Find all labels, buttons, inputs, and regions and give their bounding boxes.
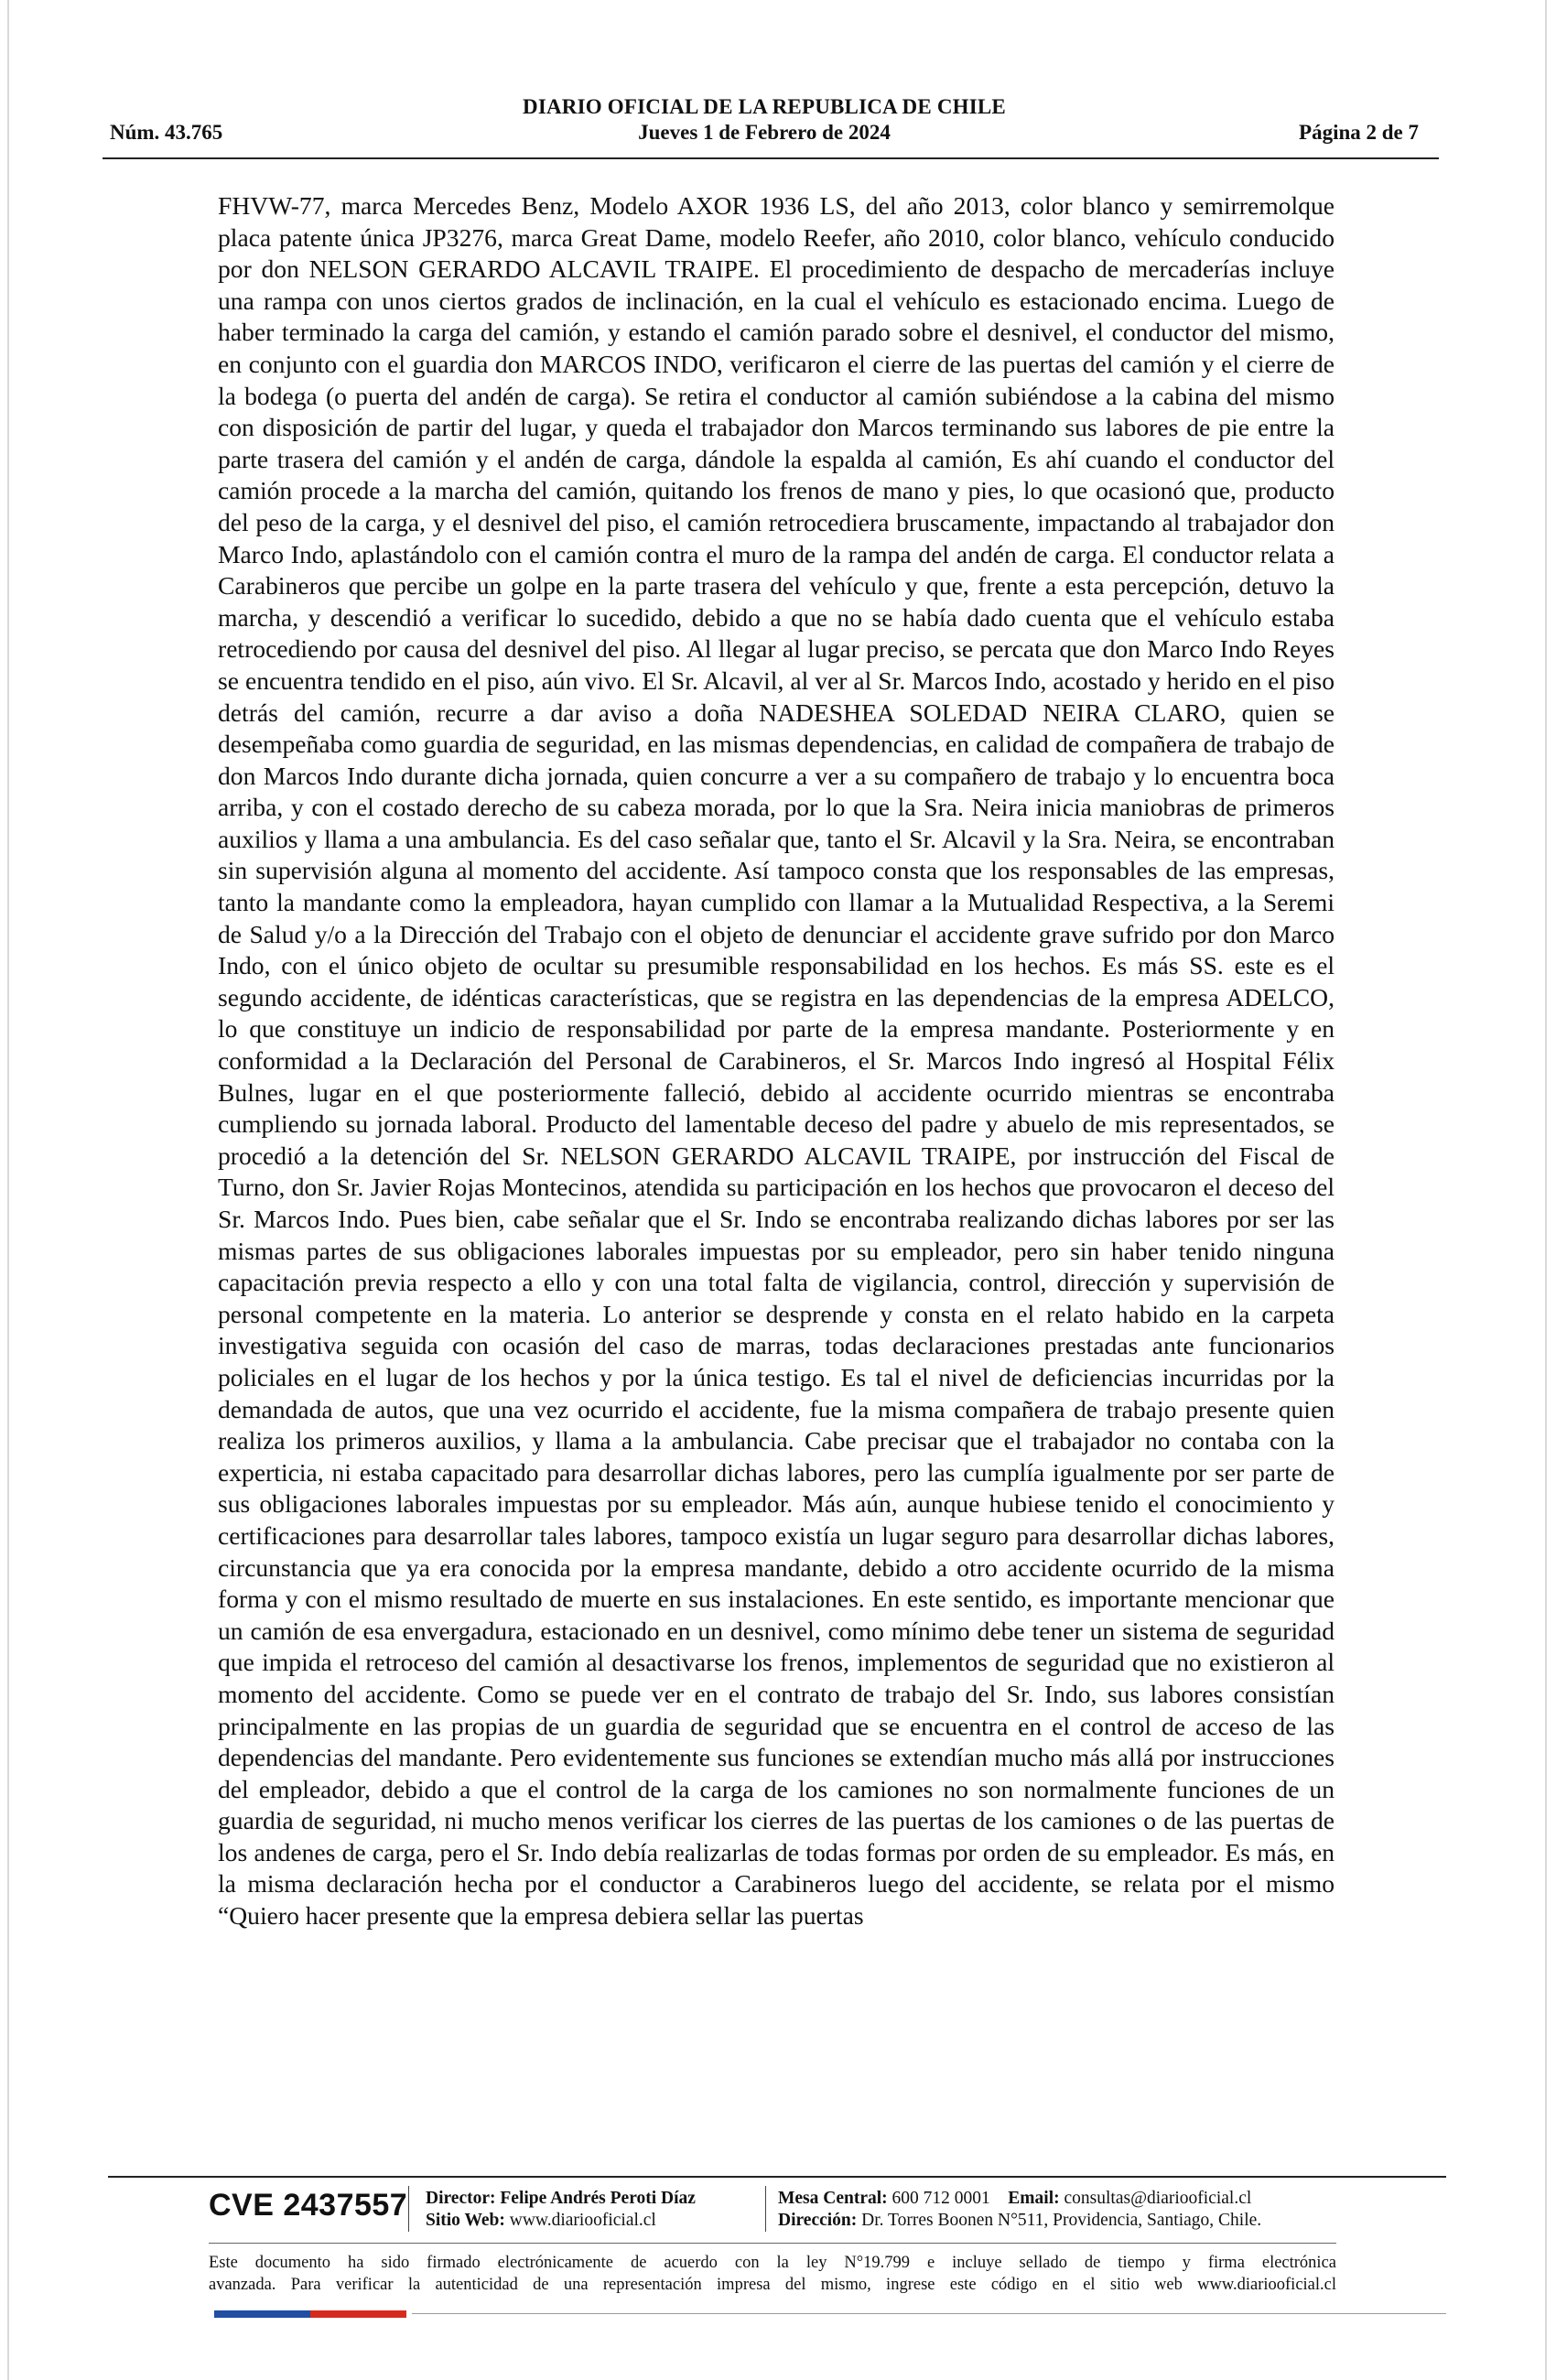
issue-number: Núm. 43.765 (110, 121, 223, 144)
mesa-phone: 600 712 0001 (891, 2189, 990, 2208)
website-link[interactable]: www.diariooficial.cl (509, 2211, 656, 2230)
legal-note-line-2: avanzada. Para verificar la autenticidad de una representación impresa del mismo, ingrese este código en el sitio web www.diariooficial.cl (209, 2276, 1336, 2294)
email-label: Email: (1008, 2189, 1060, 2208)
website-label: Sitio Web: (426, 2211, 505, 2230)
director-name: Felipe Andrés Peroti Díaz (500, 2189, 696, 2208)
address-label: Dirección: (778, 2211, 858, 2230)
footer-separator (765, 2186, 766, 2232)
footer-contact-block (778, 2188, 1261, 2232)
footer-director-block (426, 2188, 696, 2232)
contact-line (778, 2188, 1261, 2210)
director-label: Director: (426, 2189, 496, 2208)
footer-divider (108, 2176, 1446, 2178)
cve-code: CVE 2437557 (209, 2188, 408, 2223)
director-line (426, 2188, 696, 2210)
newspaper-title: DIARIO OFICIAL DE LA REPUBLICA DE CHILE (523, 95, 1006, 118)
footer-legal-note (209, 2252, 1336, 2296)
address-value: Dr. Torres Boonen N°511, Providencia, Santiago, Chile. (861, 2211, 1262, 2230)
page-header (110, 92, 1419, 156)
mesa-label: Mesa Central: (778, 2189, 888, 2208)
footer-note-divider (209, 2243, 1336, 2244)
flag-blue-segment (214, 2310, 310, 2318)
footer-separator (408, 2186, 409, 2232)
article-body: FHVW-77, marca Mercedes Benz, Modelo AXOR 1936 LS, del año 2013, color blanco y semirremolque placa patente única JP3276, marca Great Dame, modelo Reefer, año 2010, color blanco, vehículo conducido por don NELSON GERARDO ALCAVIL TRAIPE. El procedimiento de despacho de mercaderías incluye una rampa con unos ciertos grados de inclinación, en la cual el vehículo es estacionado encima. Luego de haber terminado la carga del camión, y estando el camión parado sobre el desnivel, el conductor del mismo, en conjunto con el guardia don MARCOS INDO, verificaron el cierre de las puertas del camión y el cierre de la bodega (o puerta del andén de carga). Se retira el conductor al camión subiéndose a la cabina del mismo con disposición de partir del lugar, y queda el trabajador don Marcos terminando sus labores de pie entre la parte trasera del camión y el andén de carga, dándole la espalda al camión, Es ahí cuando el conductor del camión procede a la marcha del camión, quitando los frenos de mano y pies, lo que ocasionó que, producto del peso de la carga, y el desnivel del piso, el camión retrocediera bruscamente, impactando al trabajador don Marco Indo, aplastándolo con el camión contra el muro de la rampa del andén de carga. El conductor relata a Carabineros que percibe un golpe en la parte trasera del vehículo y que, frente a esta percepción, detuvo la marcha, y descendió a verificar lo sucedido, debido a que no se había dado cuenta que el vehículo estaba retrocediendo por causa del desnivel del piso. Al llegar al lugar preciso, se percata que don Marco Indo Reyes se encuentra tendido en el piso, aún vivo. El Sr. Alcavil, al ver al Sr. Marcos Indo, acostado y herido en el piso detrás del camión, recurre a dar aviso a doña NADESHEA SOLEDAD NEIRA CLARO, quien se desempeñaba como guardia de seguridad, en las mismas dependencias, en calidad de compañera de trabajo de don Marcos Indo durante dicha jornada, quien concurre a ver a su compañero de trabajo y lo encuentra boca arriba, y con el costado derecho de su cabeza morada, por lo que la Sra. Neira inicia maniobras de primeros auxilios y llama a una ambulancia. Es del caso señalar que, tanto el Sr. Alcavil y la Sra. Neira, se encontraban sin supervisión alguna al momento del accidente. Así tampoco consta que los responsables de las empresas, tanto la mandante como la empleadora, hayan cumplido con llamar a la Mutualidad Respectiva, a la Seremi de Salud y/o a la Dirección del Trabajo con el objeto de denunciar el accidente grave sufrido por don Marco Indo, con el único objeto de ocultar su presumible responsabilidad en los hechos. Es más SS. este es el segundo accidente, de idénticas características, que se registra en las dependencias de la empresa ADELCO, lo que constituye un indicio de responsabilidad por parte de la empresa mandante. Posteriormente y en conformidad a la Declaración del Personal de Carabineros, el Sr. Marcos Indo ingresó al Hospital Félix Bulnes, lugar en el que posteriormente falleció, debido al accidente ocurrido mientras se encontraba cumpliendo su jornada laboral. Producto del lamentable deceso del padre y abuelo de mis representados, se procedió a la detención del Sr. NELSON GERARDO ALCAVIL TRAIPE, por instrucción del Fiscal de Turno, don Sr. Javier Rojas Montecinos, atendida su participación en los hechos que provocaron el deceso del Sr. Marcos Indo. Pues bien, cabe señalar que el Sr. Indo se encontraba realizando dichas labores por ser las mismas partes de sus obligaciones laborales impuestas por su empleador, pero sin haber tenido ninguna capacitación previa respecto a ello y con una total falta de vigilancia, control, dirección y supervisión de personal competente en la materia. Lo anterior se desprende y consta en el relato habido en la carpeta investigativa seguida con ocasión del caso de marras, todas declaraciones prestadas ante funcionarios policiales en el lugar de los hechos y por la única testigo. Es tal el nivel de deficiencias incurridas por la demandada de autos, que una vez ocurrido el accidente, fue la misma compañera de trabajo presente quien realiza los primeros auxilios, y llama a la ambulancia. Cabe precisar que el trabajador no contaba con la experticia, ni estaba capacitado para desarrollar dichas labores, pero las cumplía igualmente por ser parte de sus obligaciones laborales impuestas por su empleador. Más aún, aunque hubiese tenido el conocimiento y certificaciones para desarrollar tales labores, tampoco existía un lugar seguro para desarrollar dichas labores, circunstancia que ya era conocida por la empresa mandante, debido a otro accidente ocurrido de la misma forma y con el mismo resultado de muerte en sus instalaciones. En este sentido, es importante mencionar que un camión de esa envergadura, estacionado en un desnivel, como mínimo debe tener un sistema de seguridad que impida el retroceso del camión al desactivarse los frenos, implementos de seguridad que no existieron al momento del accidente. Como se puede ver en el contrato de trabajo del Sr. Indo, sus labores consistían principalmente en las propias de un guardia de seguridad que se encuentra en el control de acceso de las dependencias del mandante. Pero evidentemente sus funciones se extendían mucho más allá por instrucciones del empleador, debido a que el control de la carga de los camiones no son normalmente funciones de un guardia de seguridad, ni mucho menos verificar los cierres de las puertas de los camiones o de las puertas de los andenes de carga, pero el Sr. Indo debía realizarlas de todas formas por orden de su empleador. Es más, en la misma declaración hecha por el conductor a Carabineros luego del accidente, se relata por el mismo “Quiero hacer presente que la empresa debiera sellar las puertas (218, 191, 1334, 1931)
email-link[interactable]: consultas@diariooficial.cl (1064, 2189, 1252, 2208)
page-indicator: Página 2 de 7 (1299, 121, 1419, 144)
chile-flag-stripe (214, 2310, 406, 2318)
website-line (426, 2210, 696, 2232)
issue-date: Jueves 1 de Febrero de 2024 (638, 121, 891, 144)
header-divider (103, 157, 1439, 159)
legal-note-line-1: Este documento ha sido firmado electrónicamente de acuerdo con la ley N°19.799 e incluye sellado de tiempo y firma electrónica (209, 2254, 1336, 2272)
footer-bottom-rule (412, 2313, 1446, 2314)
address-line (778, 2210, 1261, 2232)
flag-red-segment (310, 2310, 406, 2318)
